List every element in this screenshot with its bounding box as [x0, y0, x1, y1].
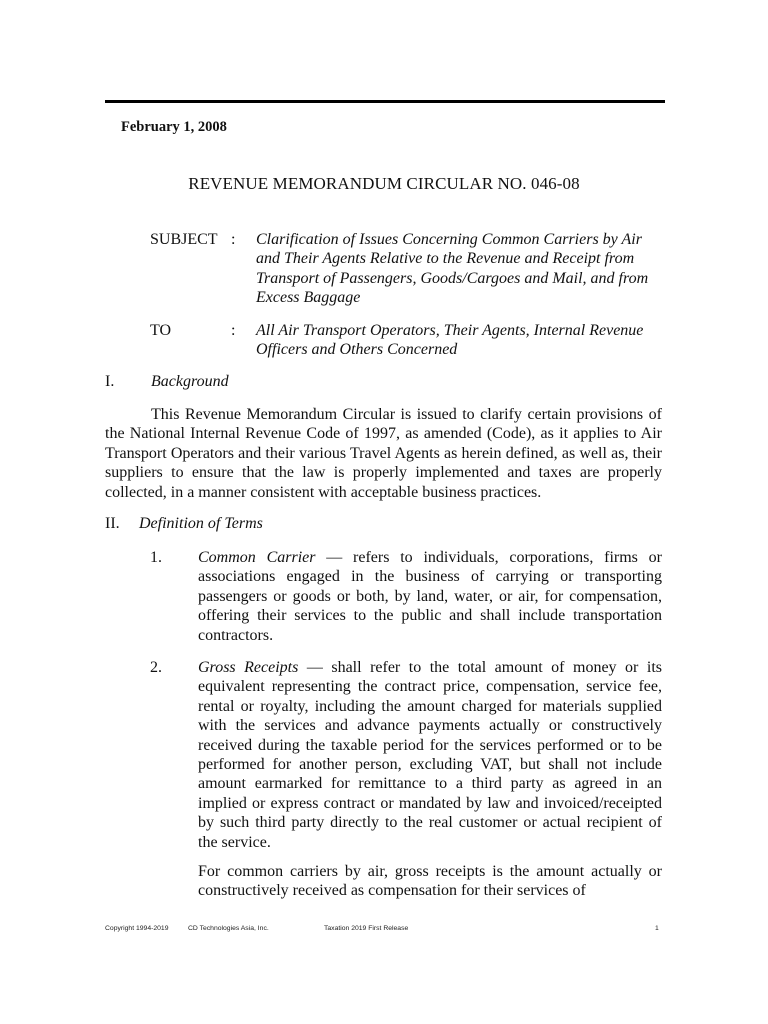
item-body: [198, 548, 662, 645]
item-number: 1.: [150, 549, 162, 566]
section-number: II.: [105, 515, 120, 532]
footer-page-number: 1: [655, 925, 659, 932]
section-title: Definition of Terms: [139, 515, 263, 532]
item-definition: — shall refer to the total amount of money or its equivalent representing the contract price, compensation, service fee, rental or royalty, including the amount charged for materials supplied with the services and advance payments actually or constructively received during the taxable period for the services performed or to be performed for another person, excluding VAT, but shall not include amount earmarked for remittance to a third party as agreed in an implied or express contract or mandated by law and invoiced/receipted by such third party directly to the real customer or actual recipient of the service.: [198, 659, 662, 851]
section-title: Background: [151, 373, 229, 390]
item-term: Gross Receipts: [198, 659, 299, 676]
footer-company: CD Technologies Asia, Inc.: [188, 925, 269, 932]
subject-colon: :: [231, 231, 236, 248]
item-term: Common Carrier: [198, 549, 316, 566]
item-number: 2.: [150, 659, 162, 676]
item-body: [198, 658, 662, 852]
header-rule: [105, 100, 665, 103]
footer-copyright: Copyright 1994-2019: [105, 925, 169, 932]
subject-value: Clarification of Issues Concerning Common Carriers by Air and Their Agents Relative to the Revenue and Receipt from Transport of Passengers, Goods/Cargoes and Mail, and from Excess Baggage: [256, 231, 649, 306]
item-definition: — refers to individuals, corporations, firms or associations engaged in the business of carrying or transporting passengers or goods or both, by land, water, or air, for compensation, offering their services to the public and shall include transportation contractors.: [198, 549, 662, 644]
document-date: February 1, 2008: [121, 119, 227, 135]
footer-release: Taxation 2019 First Release: [324, 925, 409, 932]
to-value: All Air Transport Operators, Their Agents, Internal Revenue Officers and Others Concerned: [256, 322, 644, 359]
gross-receipts-followup: For common carriers by air, gross receipts is the amount actually or constructively received as compensation for their services of: [198, 863, 662, 900]
to-label: TO: [150, 322, 172, 339]
document-title: REVENUE MEMORANDUM CIRCULAR NO. 046-08: [188, 174, 580, 193]
background-paragraph: This Revenue Memorandum Circular is issued to clarify certain provisions of the National Internal Revenue Code of 1997, as amended (Code), as it applies to Air Transport Operators and their various Travel Agents as herein defined, as well as, their suppliers to ensure that the law is properly implemented and taxes are properly collected, in a manner consistent with acceptable business practices.: [105, 406, 662, 501]
page-footer: [105, 925, 662, 937]
to-colon: :: [231, 322, 236, 339]
subject-label: SUBJECT: [150, 231, 218, 248]
section-number: I.: [105, 373, 115, 390]
